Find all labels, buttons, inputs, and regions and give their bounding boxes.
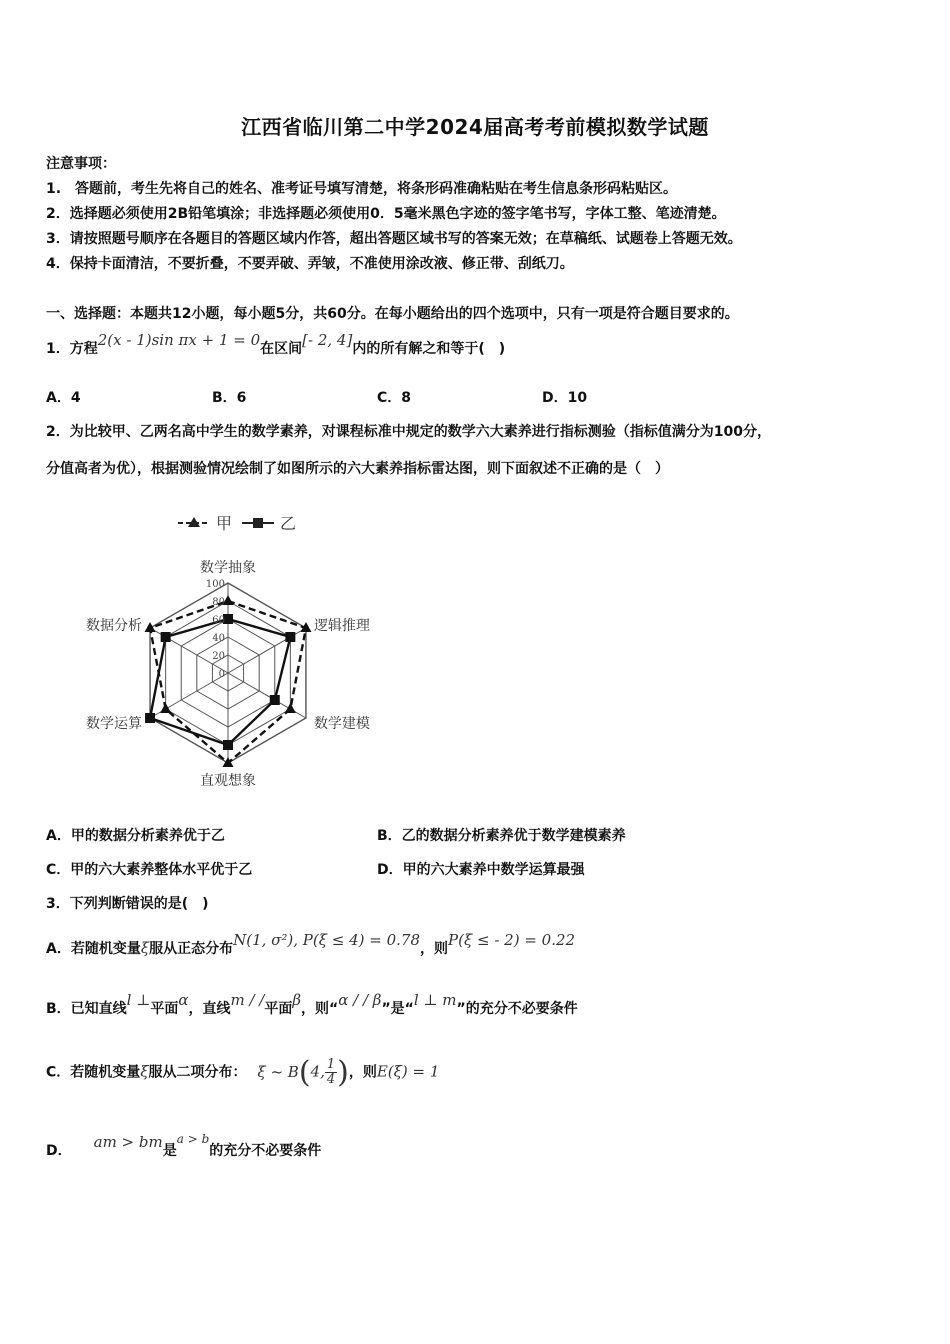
q3b-suffix: ”的充分不必要条件 — [456, 1001, 578, 1017]
series-yi-point — [161, 632, 171, 642]
notice-heading: 注意事项： — [46, 156, 116, 172]
q2-option-a: A．甲的数据分析素养优于乙 — [46, 828, 225, 844]
series-yi-point — [223, 740, 233, 750]
q2-option-d: D．甲的六大素养中数学运算最强 — [377, 862, 585, 878]
section-heading: 一、选择题：本题共12小题，每小题5分，共60分。在每小题给出的四个选项中，只有一项是符合题目要求的。 — [46, 306, 739, 322]
q3d-prefix: D． — [46, 1143, 72, 1159]
legend-label-yi: 乙 — [280, 514, 297, 533]
q3b-is: ”是“ — [381, 1001, 414, 1017]
q3d-cond2: a > b — [176, 1132, 210, 1146]
q3c-paren-open: ( — [298, 1055, 311, 1090]
q1-interval: [- 2, 4] — [302, 331, 353, 349]
series-yi-point — [145, 713, 155, 723]
q3a-then: ，则 — [420, 941, 449, 957]
q3-option-b — [46, 991, 578, 1018]
q1-option-d: D．10 — [542, 390, 588, 406]
q1-middle: 在区间 — [260, 341, 303, 357]
tick-label: 20 — [212, 651, 225, 662]
notice-item-3: 3．请按照题号顺序在各题目的答题区域内作答，超出答题区域书写的答案无效；在草稿纸、试题卷上答题无效。 — [46, 231, 742, 247]
axis-label: 数学抽象 — [200, 560, 256, 576]
q3-option-d — [46, 1132, 322, 1160]
q3c-n: 4, — [310, 1062, 325, 1081]
q2-line-2: 分值高者为优），根据测验情况绘制了如图所示的六大素养指标雷达图，则下面叙述不正确的是（ ） — [46, 461, 669, 477]
q3c-then: ，则 — [348, 1064, 377, 1081]
q3a-formula: N(1, σ²), P(ξ ≤ 4) = 0.78 — [233, 931, 421, 949]
series-jia-point — [285, 703, 296, 713]
tick-label: 40 — [212, 633, 225, 644]
q3a-var: ξ — [140, 939, 150, 957]
q1-prefix: 1．方程 — [46, 341, 98, 357]
q1-option-b: B．6 — [212, 390, 247, 406]
q3c-dist: ξ ~ B — [257, 1062, 299, 1081]
q3b-comma: ，直线 — [188, 1001, 231, 1017]
q3b-alpha: α — [178, 991, 189, 1009]
q3c-result: E(ξ) = 1 — [376, 1062, 440, 1081]
q1-option-a: A．4 — [46, 390, 81, 406]
q1-equation: 2(x - 1)sin πx + 1 = 0 — [97, 331, 261, 349]
q1-suffix: 内的所有解之和等于( ) — [352, 341, 506, 357]
q2-option-c: C．甲的六大素养整体水平优于乙 — [46, 862, 253, 878]
axis-label: 数学运算 — [86, 716, 143, 732]
axis-label: 数学建模 — [313, 716, 370, 732]
series-yi-point — [285, 632, 295, 642]
q3-option-a — [46, 931, 576, 958]
q2-option-b: B．乙的数据分析素养优于数学建模素养 — [377, 828, 626, 844]
q3c-fraction — [325, 1058, 337, 1087]
q3b-cond1: α / / β — [338, 991, 382, 1009]
q3a-result: P(ξ ≤ - 2) = 0.22 — [448, 931, 576, 949]
q3-option-c — [46, 1055, 439, 1090]
q3-stem: 3．下列判断错误的是( ) — [46, 896, 209, 912]
q3b-cond2: l ⊥ m — [413, 991, 457, 1009]
q3c-paren-close: ) — [337, 1055, 349, 1090]
axis-label: 逻辑推理 — [313, 618, 370, 634]
notice-item-2: 2．选择题必须使用2B铅笔填涂；非选择题必须使用0．5毫米黑色字迹的签字笔书写，字体工整、笔迹清楚。 — [46, 206, 726, 222]
q2-line-1: 2．为比较甲、乙两名高中学生的数学素养，对课程标准中规定的数学六大素养进行指标测验（指标值满分为100分， — [46, 424, 771, 440]
q3a-prefix: A．若随机变量 — [46, 941, 141, 957]
q3c-num: 1 — [326, 1057, 336, 1072]
q3b-beta: β — [292, 991, 302, 1009]
q1-option-c: C．8 — [377, 390, 412, 406]
q3b-m: m / / — [230, 991, 265, 1009]
series-jia-point — [160, 703, 171, 713]
q3d-suffix: 的充分不必要条件 — [209, 1143, 322, 1159]
legend-label-jia: 甲 — [216, 514, 233, 533]
q3b-then: ，则“ — [301, 1001, 339, 1017]
tick-label: 0 — [218, 669, 225, 680]
notice-item-4: 4．保持卡面清洁，不要折叠，不要弄破、弄皱，不准使用涂改液、修正带、刮纸刀。 — [46, 256, 574, 272]
series-yi-point — [270, 695, 280, 705]
axis-label: 直观想象 — [200, 773, 256, 789]
q3d-cond1: am > bm — [93, 1133, 163, 1151]
q3c-mid: 服从二项分布： — [148, 1064, 247, 1081]
q3d-is: 是 — [162, 1143, 177, 1159]
axis-label: 数据分析 — [86, 618, 143, 634]
q3a-mid: 服从正态分布 — [149, 941, 234, 957]
q3c-prefix: C．若随机变量 — [46, 1064, 141, 1081]
q3c-var: ξ — [140, 1062, 149, 1081]
series-jia-point — [145, 622, 156, 632]
q3c-den: 4 — [326, 1072, 336, 1087]
question-1 — [46, 331, 506, 358]
q3b-plane1: 平面 — [150, 1001, 179, 1017]
q3b-plane2: 平面 — [264, 1001, 293, 1017]
chart-legend — [178, 514, 296, 533]
tick-label: 100 — [205, 579, 225, 590]
legend-marker-yi — [253, 518, 263, 528]
tick-label: 60 — [212, 615, 225, 626]
q3b-l: l ⊥ — [126, 991, 151, 1009]
tick-label: 80 — [212, 597, 225, 608]
page-title: 江西省临川第二中学2024届高考考前模拟数学试题 — [241, 115, 709, 139]
q3b-prefix: B．已知直线 — [46, 1001, 127, 1017]
notice-item-1: 1. 答题前，考生先将自己的姓名、准考证号填写清楚，将条形码准确粘贴在考生信息条形码粘贴区。 — [46, 181, 678, 197]
radar-chart — [60, 508, 400, 798]
